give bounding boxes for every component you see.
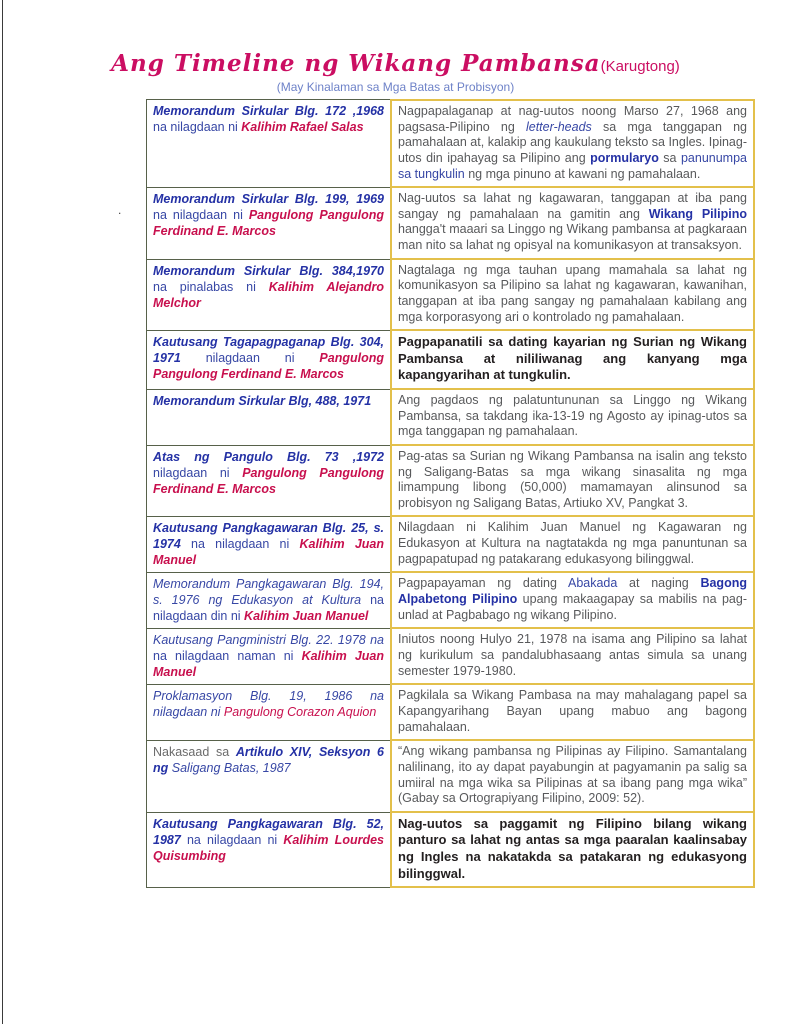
- description-cell: [390, 329, 755, 390]
- text-segment: Pangulong Pangulong Ferdinand E. Marcos: [153, 465, 384, 496]
- law-cell: [146, 445, 391, 518]
- text-segment: Pangulong Pangulong Ferdinand E. Marcos: [153, 351, 384, 382]
- text-segment: Abakada: [567, 576, 618, 591]
- text-segment: na nilagdaan ni: [153, 120, 242, 134]
- title-script-text: Ang Timeline ng Wikang Pambansa: [111, 50, 601, 77]
- text-segment: ng mga pinuno at kawani ng pamahalaan.: [464, 166, 701, 181]
- text-segment: Pangulong Pangulong Ferdinand E. Marcos: [153, 208, 384, 239]
- description-cell: [390, 683, 755, 741]
- law-cell: [146, 99, 391, 188]
- text-segment: “Ang wikang pambansa ng Pilipinas ay Filipino. Samantalang nalilinang, ito ay dapat payabungin at pagyamanin pa salig sa umiiral na mga wika sa Pilipinas at sa ibang pang mga wika” (Gabay sa Ortograpiyang Filipino, 2009: 52).: [398, 744, 747, 806]
- text-segment: panunumpa sa tungkulin: [398, 150, 747, 181]
- text-segment: Memorandum Sirkular Blg. 199, 1969: [153, 192, 384, 207]
- text-segment: Pagpapanatili sa dating kayarian ng Surian ng Wikang Pambansa at nililiwanag ang kanyang mga kapangyarihan at tungkulin.: [398, 334, 747, 383]
- page-subtitle: (May Kinalaman sa Mga Batas at Probisyon): [276, 80, 515, 94]
- law-cell: [146, 812, 391, 889]
- timeline-table: [146, 99, 756, 888]
- table-row: [146, 99, 756, 188]
- text-segment: Wikang Pilipino: [648, 206, 747, 221]
- text-segment: na nilagdaan naman ni: [153, 649, 302, 664]
- text-segment: Ang pagdaos ng palatuntununan sa Linggo ng Wikang Pambansa, sa takdang ika-13-19 ng Agosto ay ipinag-utos sa mga tanggapan ng pamahalaan.: [398, 393, 747, 439]
- table-row: [146, 446, 756, 518]
- page-title: [0, 50, 791, 77]
- text-segment: Kautusang Pangkagawaran Blg. 25, s. 1974: [153, 521, 384, 552]
- text-segment: Kalihim Juan Manuel: [244, 609, 369, 624]
- text-segment: Bagong Alpabetong Pilipino: [398, 576, 747, 606]
- text-segment: sa mga tanggapan ng pamahalaan at, kalakip ang kaukulang teksto sa Ingles. Ipinag-utos din ipahayag sa Pilipino ang: [398, 119, 747, 165]
- text-segment: Artikulo XIV, Seksyon 6 ng: [153, 745, 385, 776]
- text-segment: Memorandum Sirkular Blg, 488, 1971: [153, 394, 372, 408]
- law-cell: [146, 330, 391, 390]
- table-row: [146, 629, 756, 685]
- description-cell: [390, 99, 755, 188]
- text-segment: na nilagdaan ni: [180, 537, 300, 552]
- page-edge-line: [2, 0, 3, 1024]
- text-segment: Kalihim Rafael Salas: [241, 120, 364, 134]
- text-segment: Kautusang Tagapagpaganap Blg. 304, 1971: [153, 335, 384, 366]
- law-cell: [146, 684, 391, 741]
- text-segment: Saligang Batas, 1987: [171, 761, 291, 776]
- text-segment: Nakasaad sa: [153, 745, 236, 760]
- description-cell: [390, 515, 755, 573]
- table-row: [146, 188, 756, 260]
- page-header: [0, 0, 791, 94]
- text-segment: Nag-uutos sa lahat ng kagawaran, tanggapan at iba pang sangay ng pamahalaan na gamitin ang: [398, 191, 747, 221]
- text-segment: Memorandum Sirkular Blg. 384,1970: [153, 263, 384, 278]
- description-cell: [390, 388, 755, 446]
- law-cell: [146, 187, 391, 260]
- law-cell: [146, 572, 391, 629]
- table-row: [146, 260, 756, 332]
- text-segment: na nilagdaan ni: [153, 208, 249, 223]
- text-segment: Pangulong Corazon Aquion: [223, 705, 377, 720]
- text-segment: Kalihim Alejandro Melchor: [153, 279, 384, 310]
- law-cell: [146, 259, 391, 332]
- text-segment: pormularyo: [590, 150, 659, 165]
- text-segment: Nagtalaga ng mga tauhan upang mamahala sa lahat ng komunikasyon sa Pilipino sa lahat ng kagawaran, kawanihan, tanggapan at iba pang sangay ng pamahalaan kabilang ang mga korporasyong ari o kontrolado ng pamahalaan.: [398, 262, 747, 324]
- text-segment: Iniutos noong Hulyo 21, 1978 na isama ang Pilipino sa lahat ng kurikulum sa pandalubhasaang antas simula sa unang semester 1979-1980.: [398, 632, 747, 678]
- text-segment: nilagdaan ni: [180, 351, 320, 366]
- law-cell: [146, 389, 391, 446]
- text-segment: na pinalabas ni: [153, 279, 269, 294]
- text-segment: na nilagdaan din ni: [153, 593, 384, 624]
- table-row: [146, 390, 756, 446]
- text-segment: Pagkilala sa Wikang Pambasa na may mahalagang papel sa Kapangyarihang Bayan upang mabuo ang bagong pamahalaan.: [398, 688, 747, 734]
- text-segment: Pag-atas sa Surian ng Wikang Pambansa na isalin ang teksto ng Saligang-Batas sa mga wikang sinasalita ng mga limampung libong (50,000) mamamayan alinsunod sa probisyon ng Saligang Batas, Artiuko XV, Pangkat 3.: [398, 448, 747, 510]
- table-row: [146, 517, 756, 573]
- text-segment: letter-heads: [525, 119, 592, 134]
- description-cell: [390, 571, 755, 629]
- text-segment: Kautusang Pangministri Blg. 22. 1978 na: [153, 633, 384, 648]
- description-cell: [390, 811, 755, 889]
- table-row: [146, 573, 756, 629]
- text-segment: Atas ng Pangulo Blg. 73 ,1972: [153, 449, 384, 464]
- law-cell: [146, 628, 391, 685]
- text-segment: at naging: [617, 576, 701, 591]
- text-segment: na nilagdaan ni: [180, 832, 284, 847]
- table-row: [146, 741, 756, 813]
- text-segment: Proklamasyon Blg. 19, 1986 na nilagdaan ni: [153, 689, 384, 720]
- text-segment: Kalihim Juan Manuel: [153, 537, 384, 568]
- text-segment: upang makaagapay sa mabilis na pag-unlad at Pagbabago ng wikang Pilipino.: [398, 592, 747, 622]
- text-segment: Kalihim Lourdes Quisumbing: [153, 832, 384, 863]
- description-cell: [390, 739, 755, 813]
- text-segment: Nagpapalaganap at nag-uutos noong Marso 27, 1968 ang pagsasa-Pilipino ng: [398, 104, 747, 134]
- text-segment: Kalihim Juan Manuel: [153, 649, 385, 680]
- text-segment: Kautusang Pangkagawaran Blg. 52, 1987: [153, 816, 384, 847]
- law-cell: [146, 740, 391, 813]
- text-segment: sa: [658, 150, 681, 165]
- table-row: [146, 685, 756, 741]
- description-cell: [390, 444, 755, 518]
- description-cell: [390, 258, 755, 332]
- text-segment: Nilagdaan ni Kalihim Juan Manuel ng Kagawaran ng Edukasyon at Kultura na nagtatakda ng mga panuntunan sa pagpapatupad ng patakarang edukasyong bilinggwal.: [398, 520, 747, 566]
- text-segment: hangga't maaari sa Linggo ng Wikang pambansa at pagkaraan man nito sa lahat ng opisyal na komunikasyon at transaksyon.: [398, 222, 747, 252]
- table-row: [146, 331, 756, 390]
- description-cell: [390, 186, 755, 260]
- title-suffix-text: (Karugtong): [600, 58, 680, 75]
- text-segment: Pagpapayaman ng dating: [398, 576, 568, 591]
- description-cell: [390, 627, 755, 685]
- table-row: [146, 813, 756, 889]
- text-segment: nilagdaan ni: [153, 465, 243, 480]
- text-segment: Nag-uutos sa paggamit ng Filipino bilang wikang panturo sa lahat ng antas sa mga paaralan kaalinsabay ng Ingles na nakatakda sa patakaran ng edukasyong bilinggwal.: [398, 815, 747, 881]
- law-cell: [146, 516, 391, 573]
- text-segment: Memorandum Sirkular Blg. 172 ,1968: [153, 104, 384, 118]
- stray-period-mark: .: [118, 203, 122, 217]
- text-segment: Memorandum Pangkagawaran Blg. 194, s. 1976 ng Edukasyon at Kultura: [153, 577, 384, 608]
